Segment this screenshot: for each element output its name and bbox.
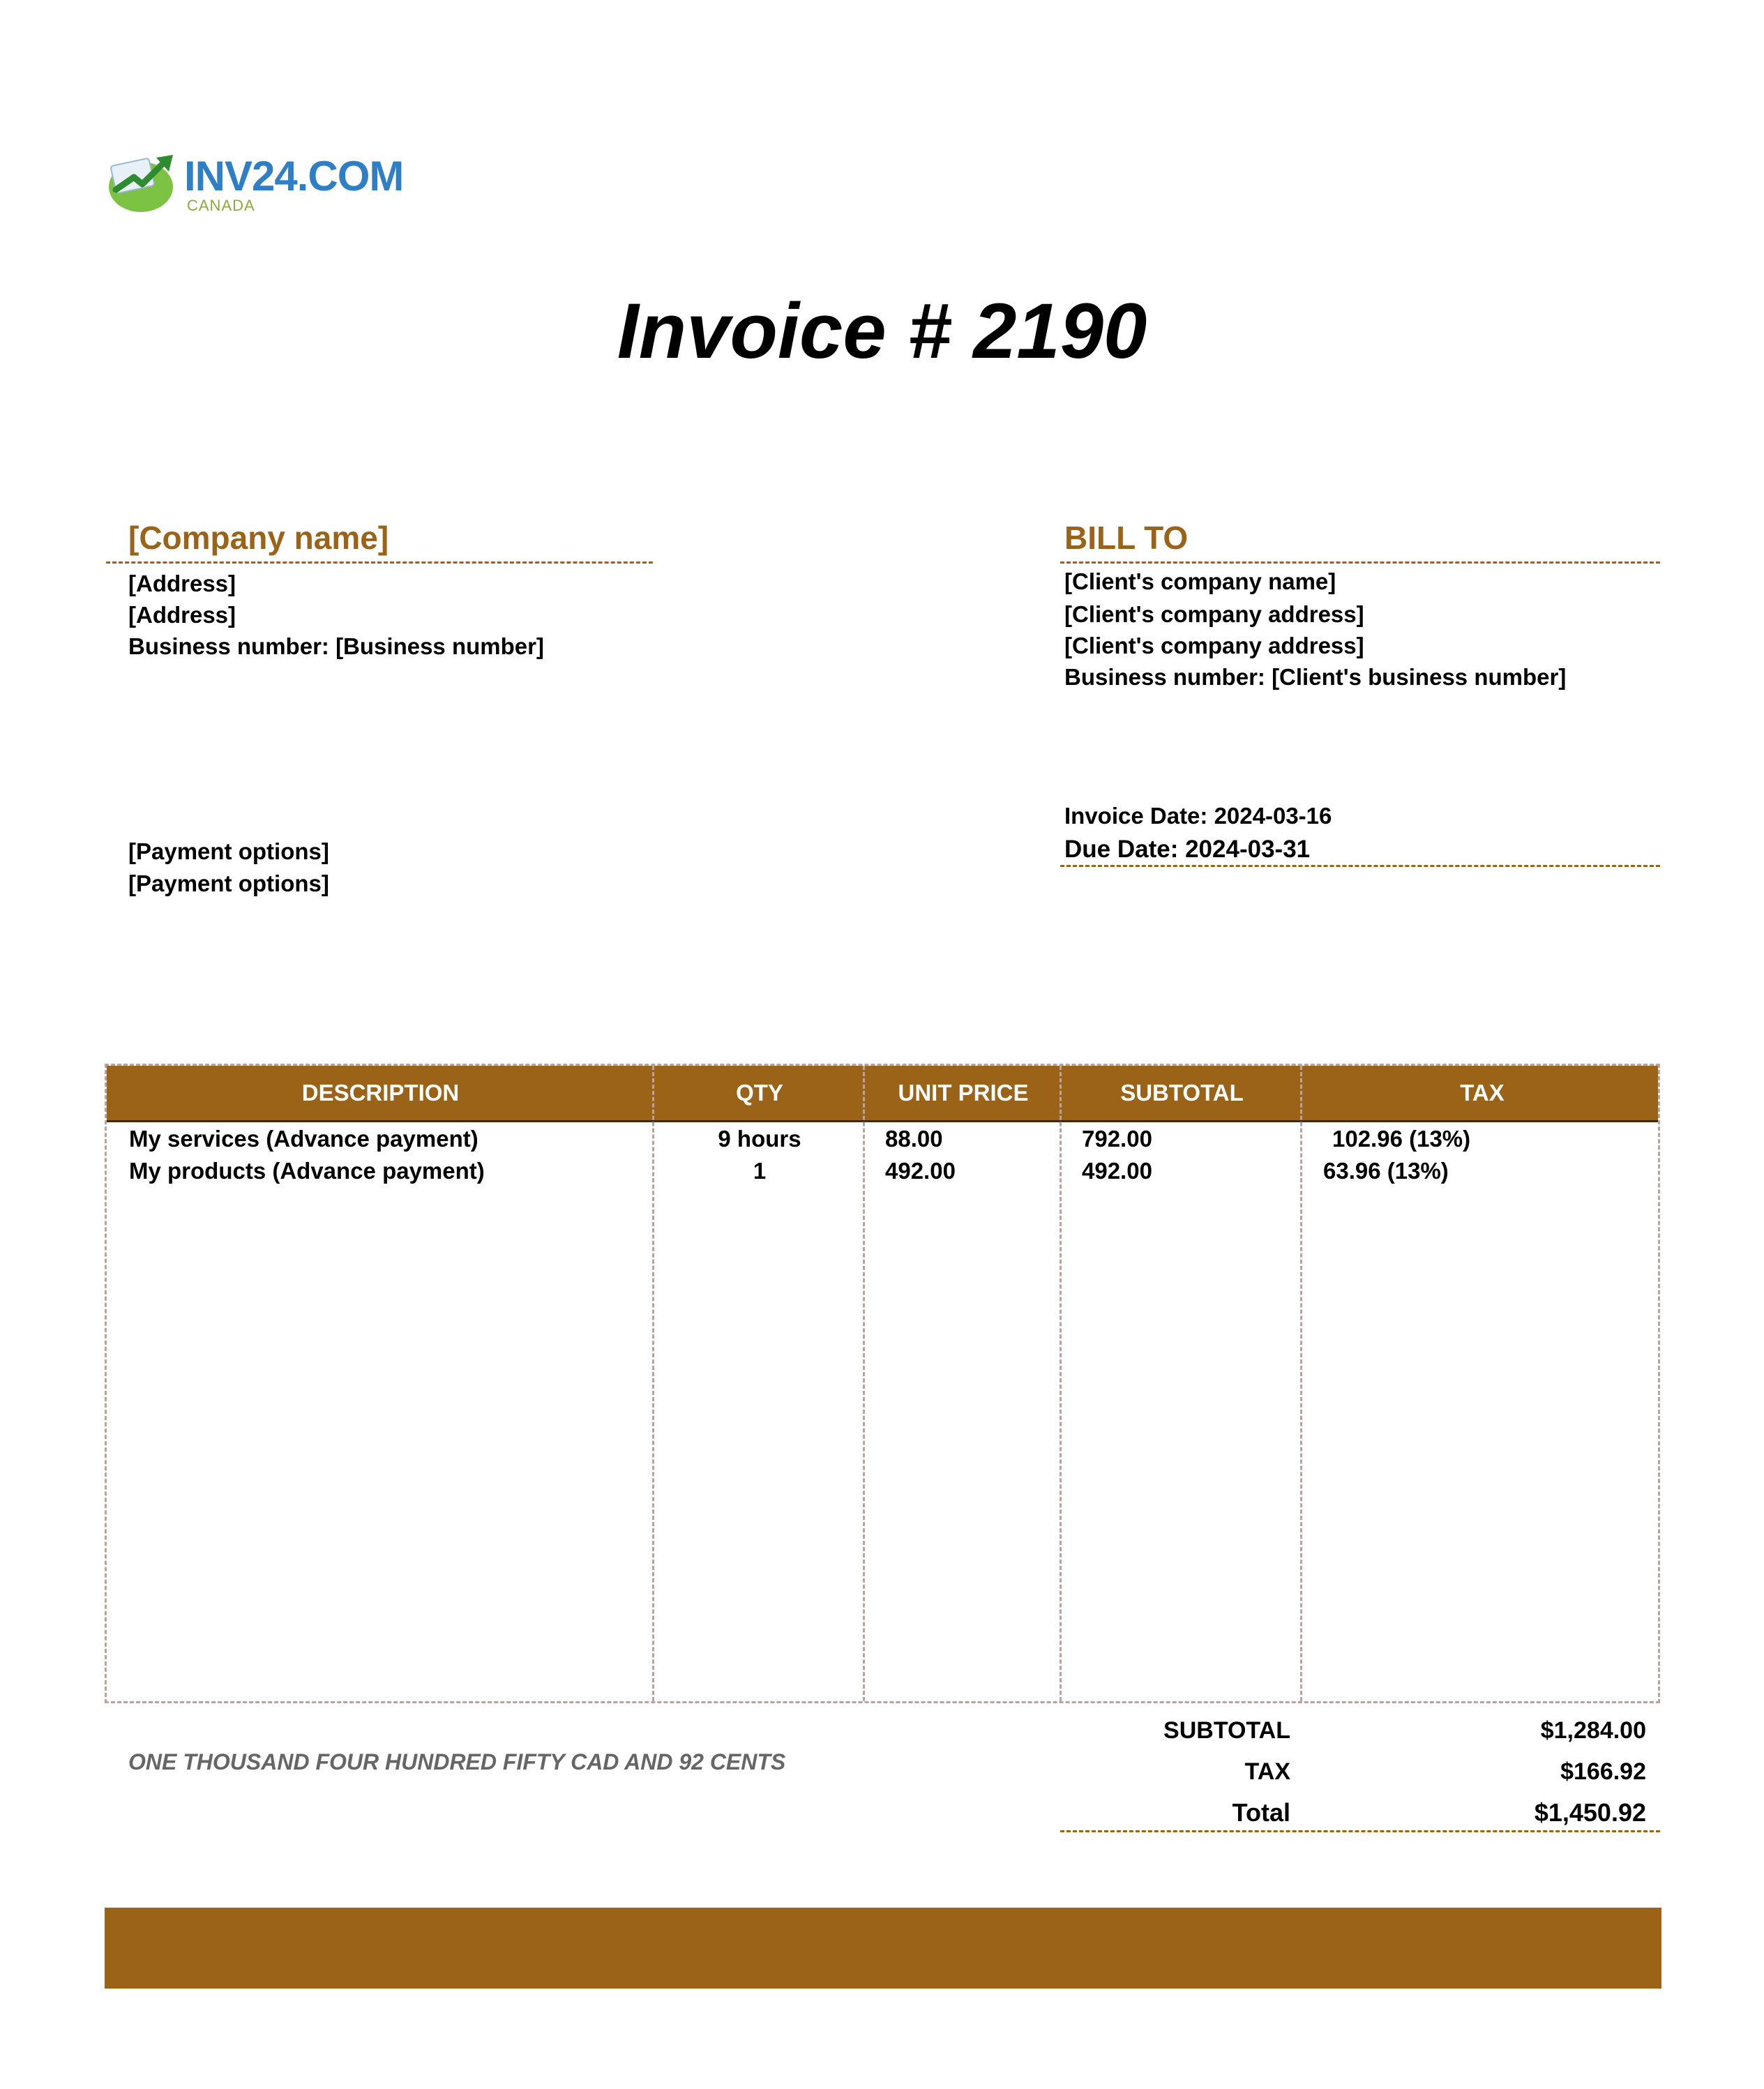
- header-qty: QTY: [736, 1080, 783, 1106]
- company-address-1: [Address]: [128, 571, 236, 596]
- row-2-unit-price: 492.00: [885, 1158, 956, 1184]
- payment-option-1: [Payment options]: [128, 838, 329, 864]
- row-2-tax: 63.96 (13%): [1323, 1158, 1449, 1184]
- total-value: $1,450.92: [1534, 1798, 1646, 1827]
- company-name: [Company name]: [128, 520, 389, 556]
- totals-divider: [1060, 1830, 1660, 1832]
- row-2-description: My products (Advance payment): [129, 1158, 485, 1184]
- client-address-2: [Client's company address]: [1064, 633, 1364, 658]
- row-1-unit-price: 88.00: [885, 1126, 943, 1152]
- client-address-1: [Client's company address]: [1064, 601, 1364, 627]
- logo: [106, 146, 404, 223]
- row-1-description: My services (Advance payment): [129, 1126, 478, 1152]
- invoice-title: Invoice # 2190: [617, 287, 1147, 375]
- header-description: DESCRIPTION: [301, 1080, 460, 1106]
- client-company-name: [Client's company name]: [1064, 568, 1336, 594]
- row-1-tax: 102.96 (13%): [1332, 1126, 1471, 1152]
- company-business-number: Business number: [Business number]: [128, 633, 544, 659]
- items-table: [105, 1064, 1660, 1703]
- bill-to-divider: [1060, 561, 1660, 564]
- row-2-qty: 1: [753, 1158, 767, 1184]
- logo-subtitle: CANADA: [187, 197, 255, 214]
- footer-bar: [105, 1908, 1661, 1989]
- total-label: Total: [1232, 1798, 1290, 1827]
- table-header: [107, 1066, 1658, 1122]
- tax-label: TAX: [1244, 1758, 1290, 1785]
- tax-value: $166.92: [1560, 1758, 1646, 1785]
- logo-graph-icon: [106, 146, 183, 216]
- header-tax: TAX: [1460, 1080, 1505, 1106]
- subtotal-label: SUBTOTAL: [1163, 1717, 1290, 1744]
- logo-name: INV24.COM: [184, 153, 404, 199]
- row-1-subtotal: 792.00: [1082, 1126, 1152, 1152]
- invoice-date: Invoice Date: 2024-03-16: [1064, 803, 1332, 829]
- client-business-number: Business number: [Client's business number]: [1064, 664, 1567, 690]
- due-date: Due Date: 2024-03-31: [1064, 836, 1311, 863]
- company-divider: [106, 561, 653, 564]
- header-unit-price: UNIT PRICE: [898, 1080, 1029, 1106]
- subtotal-value: $1,284.00: [1540, 1717, 1646, 1744]
- dates-divider: [1060, 865, 1660, 867]
- row-2-subtotal: 492.00: [1082, 1158, 1152, 1184]
- column-divider: [1300, 1066, 1302, 1701]
- row-1-qty: 9 hours: [718, 1126, 801, 1152]
- header-subtotal: SUBTOTAL: [1120, 1080, 1244, 1106]
- amount-in-words: ONE THOUSAND FOUR HUNDRED FIFTY CAD AND 92 CENTS: [128, 1749, 786, 1774]
- bill-to-heading: BILL TO: [1064, 520, 1189, 556]
- payment-option-2: [Payment options]: [128, 870, 329, 896]
- column-divider: [1060, 1066, 1062, 1701]
- company-address-2: [Address]: [128, 602, 236, 628]
